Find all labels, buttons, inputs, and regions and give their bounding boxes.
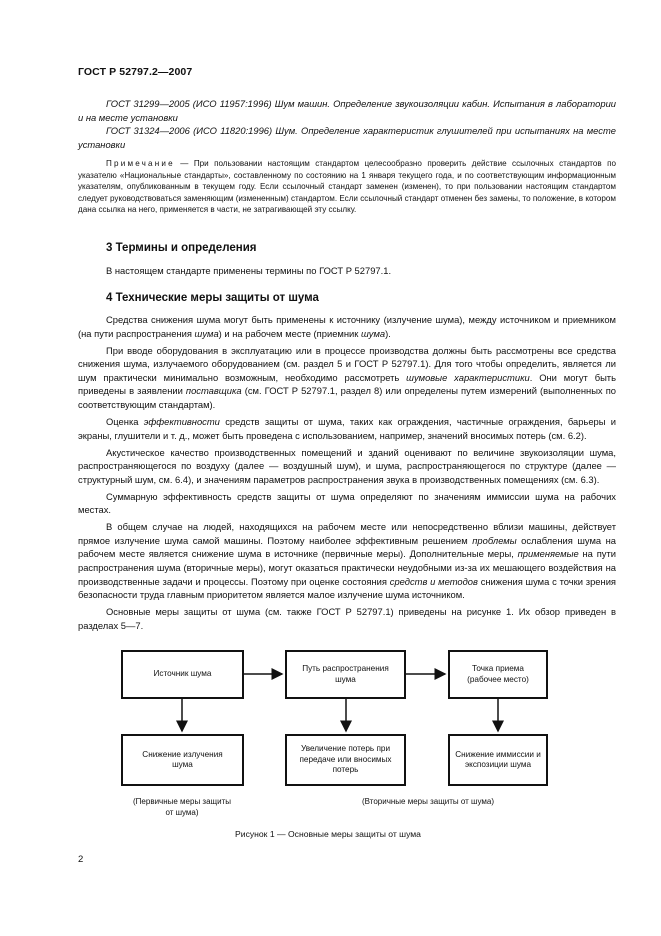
paragraph: В общем случае на людей, находящихся на рабочем месте или непосредственно вблизи машины, действует прямое излучение шума самой машины. Поэтому наиболее эффективным решением проблемы ослабления шума на рабочем месте является снижение шума в источнике (первичные меры). Дополнительные меры, применяемые на пути распространения шума (вторичные меры), могут оказаться практически неудобными из-за их мешающего воздействия на производственные задачи и процессы. Поэтому при оценке состояния средств и методов снижения шума с точки зрения безопасности труда главным приоритетом является малое излучение шума источником. — [78, 521, 617, 601]
section-3-title: 3 Термины и определения — [106, 242, 257, 254]
box-immission-reduction: Снижение иммиссии и экспозиции шума — [448, 734, 548, 786]
reference-item: ГОСТ 31324—2006 (ИСО 11820:1996) Шум. Определение характеристик глушителей при испытаниях на месте установки — [78, 125, 616, 150]
paragraph: Основные меры защиты от шума (см. также ГОСТ Р 52797.1) приведены на рисунке 1. Их обзор приведен в разделах 5—7. — [78, 606, 616, 631]
figure-caption: Рисунок 1 — Основные меры защиты от шума — [235, 829, 421, 839]
paragraph: Акустическое качество производственных помещений и зданий оценивают по величине звукоизоляции шума, распространяющегося по воздуху (далее — воздушный шум), и шума, распространяющегося по структуре (далее — структурный шум, см. 6.4), и значениям параметров распространения звука в производственных помещениях (см. 6.3). — [78, 446, 616, 485]
paragraph: Средства снижения шума могут быть применены к источнику (излучение шума), между источником и приемником (на пути распространения шума) и на рабочем месте (приемник шума). — [78, 314, 616, 339]
box-reception-point: Точка приема (рабочее место) — [448, 650, 548, 699]
paragraph: При вводе оборудования в эксплуатацию или в процессе производства должны быть рассмотрены все средства снижения шума, излучаемого оборудованием (см. раздел 5 и ГОСТ Р 52797.1). Для того чтобы определить, является ли шум практически минимально возможным, необходимо рассмотреть шумовые характеристики. Они могут быть приведены в заявлении поставщика (см. ГОСТ Р 52797.1, раздел 8) или определены путем измерений (выполненных по соответствующим стандартам). — [78, 344, 616, 410]
note-label: Примечание — [106, 159, 175, 168]
document-header: ГОСТ Р 52797.2—2007 — [78, 66, 193, 78]
box-transmission-loss: Увеличение потерь при передаче или вносимых потерь — [285, 734, 406, 786]
paragraph: Суммарную эффективность средств защиты от шума определяют по значениям иммиссии шума на рабочих местах. — [78, 490, 616, 516]
section-4-title: 4 Технические меры защиты от шума — [106, 292, 319, 304]
box-noise-source: Источник шума — [121, 650, 244, 699]
note-text: — При пользовании настоящим стандартом целесообразно проверить действие ссылочных стандартов по указателю «Национальные стандарты», составленному по состоянию на 1 января текущего года, и по соответствующим информационным указателям, опубликованным в текущем году. Если ссылочный стандарт заменен (изменен), то при пользовании настоящим стандартом следует руководствоваться заменяющим (измененным) стандартом. Если ссылочный стандарт отменен без замены, то положение, в котором дана ссылка на него, применяется в части, не затрагивающей эту ссылку. — [78, 159, 616, 215]
section-3-text: В настоящем стандарте применены термины по ГОСТ Р 52797.1. — [106, 265, 392, 276]
section-4-body — [78, 313, 616, 636]
box-propagation-path: Путь распространения шума — [285, 650, 406, 699]
label-secondary-measures: (Вторичные меры защиты от шума) — [362, 797, 494, 806]
label-primary-measures: (Первичные меры защиты от шума) — [133, 797, 231, 817]
box-emission-reduction: Снижение излучения шума — [121, 734, 244, 786]
page-number: 2 — [78, 854, 84, 865]
section-3-body — [78, 264, 616, 281]
paragraph: Оценка эффективности средств защиты от шума, таких как ограждения, частичные ограждения, барьеры и экраны, глушители и т. д., может быть проведена с использованием, например, значений вносимых потерь (см. 6.2). — [78, 415, 616, 441]
reference-item: ГОСТ 31299—2005 (ИСО 11957:1996) Шум машин. Определение звукоизоляции кабин. Испытания в лаборатории и на месте установки — [78, 98, 616, 123]
reference-list — [78, 97, 616, 151]
note-block — [78, 158, 616, 216]
